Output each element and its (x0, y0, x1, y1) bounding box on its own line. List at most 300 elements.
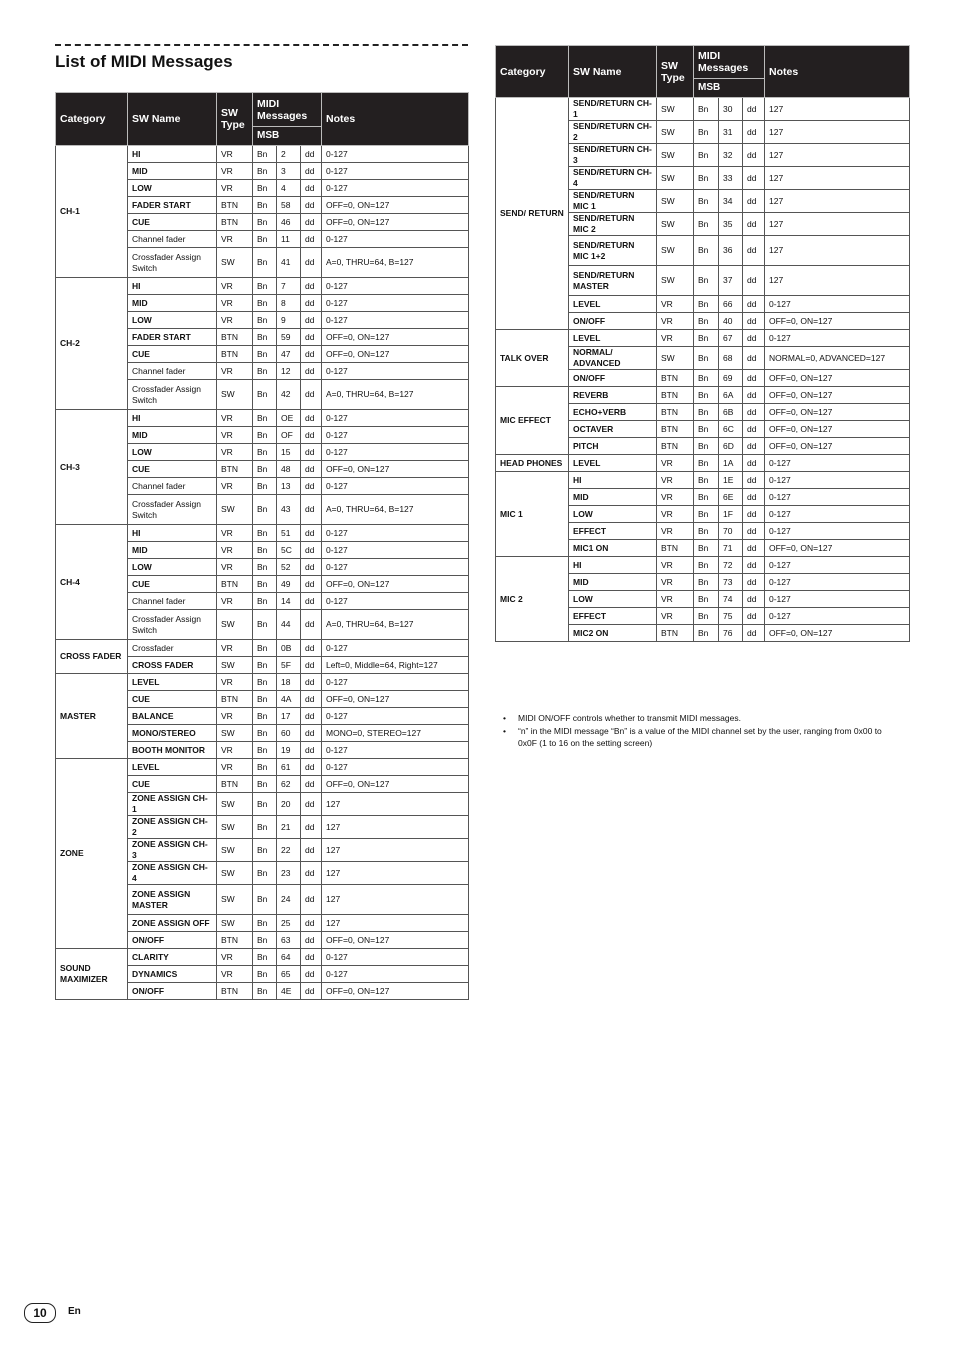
notes-cell: 127 (765, 98, 910, 121)
msb-cell: 24 (277, 885, 301, 915)
lsb-cell: dd (301, 559, 322, 576)
sw-type-cell: SW (217, 839, 253, 862)
table-row (56, 674, 469, 691)
lsb-cell: dd (743, 540, 765, 557)
status-cell: Bn (253, 708, 277, 725)
sw-name-cell: MID (128, 427, 217, 444)
status-cell: Bn (253, 525, 277, 542)
msb-cell: 4A (277, 691, 301, 708)
lsb-cell: dd (301, 708, 322, 725)
sw-name-cell: CUE (128, 691, 217, 708)
status-cell: Bn (253, 312, 277, 329)
status-cell: Bn (253, 949, 277, 966)
lsb-cell: dd (743, 236, 765, 266)
sw-type-cell: VR (657, 313, 694, 330)
notes-cell: OFF=0, ON=127 (765, 421, 910, 438)
msb-cell: 66 (719, 296, 743, 313)
msb-cell: OE (277, 410, 301, 427)
lsb-cell: dd (301, 640, 322, 657)
status-cell: Bn (253, 839, 277, 862)
sw-name-cell: SEND/RETURN MIC 1+2 (569, 236, 657, 266)
sw-type-cell: SW (657, 98, 694, 121)
status-cell: Bn (253, 146, 277, 163)
sw-type-cell: BTN (657, 387, 694, 404)
status-cell: Bn (694, 144, 719, 167)
status-cell: Bn (694, 540, 719, 557)
sw-name-cell: Crossfader Assign Switch (128, 495, 217, 525)
table-row (56, 146, 469, 163)
lsb-cell: dd (301, 180, 322, 197)
sw-name-cell: Crossfader Assign Switch (128, 380, 217, 410)
notes-cell: 127 (765, 121, 910, 144)
lsb-cell: dd (301, 776, 322, 793)
status-cell: Bn (253, 559, 277, 576)
notes-cell: 0-127 (322, 674, 469, 691)
status-cell: Bn (694, 370, 719, 387)
sw-name-cell: MID (128, 295, 217, 312)
sw-type-cell: SW (217, 248, 253, 278)
notes-cell: OFF=0, ON=127 (322, 214, 469, 231)
msb-cell: 41 (277, 248, 301, 278)
lsb-cell: dd (301, 610, 322, 640)
sw-name-cell: Channel fader (128, 231, 217, 248)
status-cell: Bn (694, 313, 719, 330)
msb-cell: 44 (277, 610, 301, 640)
page-number: 10 (24, 1303, 56, 1323)
notes-cell: 0-127 (765, 455, 910, 472)
status-cell: Bn (253, 495, 277, 525)
notes-cell: 0-127 (322, 640, 469, 657)
sw-name-cell: SEND/RETURN CH-2 (569, 121, 657, 144)
sw-type-cell: VR (217, 231, 253, 248)
notes-cell: 127 (322, 839, 469, 862)
status-cell: Bn (694, 506, 719, 523)
status-cell: Bn (253, 862, 277, 885)
sw-name-cell: ZONE ASSIGN CH-2 (128, 816, 217, 839)
notes-cell: OFF=0, ON=127 (765, 387, 910, 404)
sw-name-cell: Channel fader (128, 593, 217, 610)
msb-cell: 6D (719, 438, 743, 455)
msb-cell: 0B (277, 640, 301, 657)
sw-name-cell: LOW (128, 180, 217, 197)
notes-cell: 0-127 (765, 489, 910, 506)
lsb-cell: dd (301, 839, 322, 862)
status-cell: Bn (253, 427, 277, 444)
sw-type-cell: SW (217, 495, 253, 525)
sw-type-cell: VR (657, 506, 694, 523)
sw-name-cell: CUE (128, 776, 217, 793)
lsb-cell: dd (301, 214, 322, 231)
table-row (56, 759, 469, 776)
header-category: Category (56, 93, 128, 146)
header-msb: MSB (694, 79, 765, 98)
sw-name-cell: Crossfader Assign Switch (128, 248, 217, 278)
status-cell: Bn (253, 816, 277, 839)
category-cell: CROSS FADER (56, 640, 128, 674)
status-cell: Bn (253, 461, 277, 478)
category-cell: MIC 1 (496, 472, 569, 557)
midi-table-left-body (56, 146, 469, 1000)
sw-name-cell: SEND/RETURN MIC 1 (569, 190, 657, 213)
notes-cell: 0-127 (322, 525, 469, 542)
sw-type-cell: VR (657, 608, 694, 625)
status-cell: Bn (694, 523, 719, 540)
sw-type-cell: VR (217, 163, 253, 180)
status-cell: Bn (694, 213, 719, 236)
msb-cell: 9 (277, 312, 301, 329)
msb-cell: 25 (277, 915, 301, 932)
notes-cell: 127 (322, 793, 469, 816)
msb-cell: 12 (277, 363, 301, 380)
notes-cell: OFF=0, ON=127 (765, 438, 910, 455)
sw-name-cell: DYNAMICS (128, 966, 217, 983)
sw-name-cell: LEVEL (569, 296, 657, 313)
notes-cell: 0-127 (322, 949, 469, 966)
lsb-cell: dd (743, 421, 765, 438)
notes-cell: 0-127 (765, 557, 910, 574)
status-cell: Bn (694, 608, 719, 625)
sw-type-cell: SW (657, 121, 694, 144)
msb-cell: 5C (277, 542, 301, 559)
notes-cell: 0-127 (765, 330, 910, 347)
msb-cell: 8 (277, 295, 301, 312)
status-cell: Bn (253, 640, 277, 657)
lsb-cell: dd (301, 862, 322, 885)
msb-cell: 40 (719, 313, 743, 330)
notes-cell: 127 (765, 144, 910, 167)
sw-name-cell: ZONE ASSIGN CH-4 (128, 862, 217, 885)
notes-cell: 0-127 (765, 608, 910, 625)
sw-type-cell: SW (657, 347, 694, 370)
category-cell: MASTER (56, 674, 128, 759)
sw-type-cell: BTN (217, 329, 253, 346)
sw-type-cell: VR (217, 949, 253, 966)
status-cell: Bn (253, 966, 277, 983)
msb-cell: OF (277, 427, 301, 444)
category-cell: SEND/ RETURN (496, 98, 569, 330)
sw-name-cell: ECHO+VERB (569, 404, 657, 421)
sw-name-cell: HI (128, 525, 217, 542)
status-cell: Bn (253, 793, 277, 816)
sw-name-cell: FADER START (128, 329, 217, 346)
notes-cell: 127 (322, 885, 469, 915)
msb-cell: 32 (719, 144, 743, 167)
msb-cell: 64 (277, 949, 301, 966)
sw-type-cell: VR (217, 525, 253, 542)
sw-type-cell: BTN (217, 214, 253, 231)
category-cell: HEAD PHONES (496, 455, 569, 472)
msb-cell: 63 (277, 932, 301, 949)
status-cell: Bn (694, 489, 719, 506)
msb-cell: 43 (277, 495, 301, 525)
sw-name-cell: ON/OFF (569, 370, 657, 387)
lsb-cell: dd (301, 380, 322, 410)
lsb-cell: dd (301, 461, 322, 478)
sw-type-cell: VR (217, 674, 253, 691)
lsb-cell: dd (301, 674, 322, 691)
header-sw-type: SW Type (657, 46, 694, 98)
status-cell: Bn (694, 472, 719, 489)
lsb-cell: dd (743, 296, 765, 313)
bullet-icon: • (503, 725, 506, 736)
msb-cell: 51 (277, 525, 301, 542)
sw-type-cell: VR (217, 410, 253, 427)
table-row (56, 278, 469, 295)
header-sw-type: SW Type (217, 93, 253, 146)
sw-name-cell: HI (569, 557, 657, 574)
note-item (500, 725, 900, 750)
status-cell: Bn (253, 610, 277, 640)
table-row (496, 557, 910, 574)
category-cell: CH-3 (56, 410, 128, 525)
msb-cell: 3 (277, 163, 301, 180)
category-cell: CH-4 (56, 525, 128, 640)
lsb-cell: dd (301, 593, 322, 610)
sw-type-cell: VR (657, 330, 694, 347)
sw-type-cell: VR (217, 180, 253, 197)
sw-name-cell: LEVEL (569, 455, 657, 472)
title-dashed-rule (55, 44, 468, 46)
msb-cell: 46 (277, 214, 301, 231)
lsb-cell: dd (743, 591, 765, 608)
msb-cell: 19 (277, 742, 301, 759)
sw-type-cell: VR (217, 759, 253, 776)
notes-cell: 0-127 (765, 574, 910, 591)
lsb-cell: dd (301, 278, 322, 295)
sw-type-cell: VR (217, 593, 253, 610)
notes-cell: OFF=0, ON=127 (322, 197, 469, 214)
sw-type-cell: BTN (657, 438, 694, 455)
lsb-cell: dd (743, 506, 765, 523)
lsb-cell: dd (743, 190, 765, 213)
lsb-cell: dd (743, 167, 765, 190)
sw-type-cell: SW (217, 885, 253, 915)
notes-cell: 0-127 (322, 593, 469, 610)
sw-type-cell: VR (657, 557, 694, 574)
status-cell: Bn (253, 231, 277, 248)
msb-cell: 47 (277, 346, 301, 363)
lsb-cell: dd (301, 657, 322, 674)
status-cell: Bn (253, 214, 277, 231)
notes-cell: 0-127 (765, 472, 910, 489)
status-cell: Bn (253, 657, 277, 674)
status-cell: Bn (694, 625, 719, 642)
sw-name-cell: SEND/RETURN MIC 2 (569, 213, 657, 236)
sw-name-cell: ZONE ASSIGN CH-3 (128, 839, 217, 862)
sw-type-cell: VR (217, 742, 253, 759)
lsb-cell: dd (743, 121, 765, 144)
sw-type-cell: SW (657, 190, 694, 213)
msb-cell: 22 (277, 839, 301, 862)
msb-cell: 60 (277, 725, 301, 742)
sw-name-cell: HI (569, 472, 657, 489)
status-cell: Bn (694, 121, 719, 144)
notes-cell: 127 (765, 213, 910, 236)
msb-cell: 2 (277, 146, 301, 163)
msb-cell: 1F (719, 506, 743, 523)
status-cell: Bn (253, 932, 277, 949)
msb-cell: 20 (277, 793, 301, 816)
sw-name-cell: BOOTH MONITOR (128, 742, 217, 759)
msb-cell: 6A (719, 387, 743, 404)
sw-name-cell: SEND/RETURN MASTER (569, 266, 657, 296)
sw-name-cell: ON/OFF (128, 983, 217, 1000)
sw-name-cell: CUE (128, 576, 217, 593)
lsb-cell: dd (301, 949, 322, 966)
msb-cell: 71 (719, 540, 743, 557)
sw-type-cell: BTN (657, 421, 694, 438)
sw-name-cell: MIC2 ON (569, 625, 657, 642)
note-text: “n” in the MIDI message “Bn” is a value of the MIDI channel set by the user, ranging from 0x00 to 0x0F (1 to 16 on the setting screen) (518, 725, 882, 748)
status-cell: Bn (253, 163, 277, 180)
msb-cell: 7 (277, 278, 301, 295)
note-text: MIDI ON/OFF controls whether to transmit MIDI messages. (518, 713, 741, 723)
sw-name-cell: CUE (128, 346, 217, 363)
sw-name-cell: HI (128, 410, 217, 427)
sw-type-cell: SW (217, 380, 253, 410)
msb-cell: 21 (277, 816, 301, 839)
notes-cell: A=0, THRU=64, B=127 (322, 495, 469, 525)
status-cell: Bn (253, 576, 277, 593)
msb-cell: 15 (277, 444, 301, 461)
lsb-cell: dd (301, 725, 322, 742)
notes-cell: Left=0, Middle=64, Right=127 (322, 657, 469, 674)
msb-cell: 35 (719, 213, 743, 236)
notes-cell: 0-127 (322, 363, 469, 380)
sw-name-cell: HI (128, 278, 217, 295)
lsb-cell: dd (301, 966, 322, 983)
sw-type-cell: VR (657, 472, 694, 489)
status-cell: Bn (694, 296, 719, 313)
sw-name-cell: MID (569, 489, 657, 506)
msb-cell: 37 (719, 266, 743, 296)
sw-name-cell: CUE (128, 461, 217, 478)
language-label: En (68, 1306, 81, 1317)
lsb-cell: dd (743, 455, 765, 472)
status-cell: Bn (694, 557, 719, 574)
status-cell: Bn (253, 742, 277, 759)
sw-name-cell: LOW (569, 506, 657, 523)
status-cell: Bn (694, 190, 719, 213)
sw-name-cell: SEND/RETURN CH-4 (569, 167, 657, 190)
status-cell: Bn (253, 593, 277, 610)
notes-cell: OFF=0, ON=127 (322, 461, 469, 478)
notes-cell: 0-127 (322, 146, 469, 163)
notes-cell: 0-127 (765, 296, 910, 313)
sw-name-cell: Crossfader Assign Switch (128, 610, 217, 640)
notes-cell: 0-127 (322, 410, 469, 427)
sw-type-cell: SW (657, 144, 694, 167)
msb-cell: 68 (719, 347, 743, 370)
notes-cell: 127 (322, 816, 469, 839)
notes-cell: OFF=0, ON=127 (765, 540, 910, 557)
msb-cell: 31 (719, 121, 743, 144)
sw-type-cell: BTN (217, 461, 253, 478)
header-midi-messages: MIDI Messages (694, 46, 765, 79)
sw-type-cell: VR (217, 478, 253, 495)
sw-type-cell: BTN (217, 346, 253, 363)
sw-type-cell: SW (657, 266, 694, 296)
sw-type-cell: VR (217, 444, 253, 461)
status-cell: Bn (253, 410, 277, 427)
sw-type-cell: VR (217, 278, 253, 295)
sw-type-cell: SW (217, 610, 253, 640)
sw-name-cell: CROSS FADER (128, 657, 217, 674)
sw-name-cell: LEVEL (128, 674, 217, 691)
sw-type-cell: BTN (217, 776, 253, 793)
notes-cell: 0-127 (322, 559, 469, 576)
notes-cell: 0-127 (322, 295, 469, 312)
lsb-cell: dd (301, 816, 322, 839)
lsb-cell: dd (743, 523, 765, 540)
sw-type-cell: VR (217, 363, 253, 380)
sw-type-cell: BTN (217, 983, 253, 1000)
notes-cell: 0-127 (322, 312, 469, 329)
msb-cell: 58 (277, 197, 301, 214)
sw-type-cell: BTN (657, 404, 694, 421)
header-notes: Notes (765, 46, 910, 98)
msb-cell: 62 (277, 776, 301, 793)
status-cell: Bn (253, 725, 277, 742)
notes-cell: 0-127 (322, 180, 469, 197)
lsb-cell: dd (301, 793, 322, 816)
header-sw-name: SW Name (569, 46, 657, 98)
msb-cell: 59 (277, 329, 301, 346)
msb-cell: 36 (719, 236, 743, 266)
category-cell: CH-2 (56, 278, 128, 410)
msb-cell: 14 (277, 593, 301, 610)
msb-cell: 4 (277, 180, 301, 197)
notes-cell: OFF=0, ON=127 (322, 932, 469, 949)
sw-name-cell: ZONE ASSIGN MASTER (128, 885, 217, 915)
notes-cell: NORMAL=0, ADVANCED=127 (765, 347, 910, 370)
notes-list (500, 712, 900, 750)
status-cell: Bn (694, 574, 719, 591)
msb-cell: 1A (719, 455, 743, 472)
notes-cell: 0-127 (322, 163, 469, 180)
msb-cell: 61 (277, 759, 301, 776)
sw-name-cell: EFFECT (569, 608, 657, 625)
notes-cell: 0-127 (322, 231, 469, 248)
lsb-cell: dd (301, 146, 322, 163)
msb-cell: 49 (277, 576, 301, 593)
sw-name-cell: Channel fader (128, 363, 217, 380)
lsb-cell: dd (301, 444, 322, 461)
sw-name-cell: ON/OFF (569, 313, 657, 330)
status-cell: Bn (694, 438, 719, 455)
notes-cell: OFF=0, ON=127 (765, 625, 910, 642)
notes-cell: 0-127 (322, 427, 469, 444)
table-row (56, 949, 469, 966)
sw-type-cell: BTN (217, 932, 253, 949)
lsb-cell: dd (301, 691, 322, 708)
sw-name-cell: ZONE ASSIGN OFF (128, 915, 217, 932)
status-cell: Bn (694, 266, 719, 296)
status-cell: Bn (253, 885, 277, 915)
notes-cell: OFF=0, ON=127 (322, 776, 469, 793)
status-cell: Bn (253, 295, 277, 312)
sw-type-cell: VR (657, 591, 694, 608)
lsb-cell: dd (301, 915, 322, 932)
lsb-cell: dd (743, 266, 765, 296)
msb-cell: 72 (719, 557, 743, 574)
notes-cell: OFF=0, ON=127 (322, 329, 469, 346)
notes-cell: 0-127 (322, 742, 469, 759)
category-cell: CH-1 (56, 146, 128, 278)
table-row (496, 330, 910, 347)
lsb-cell: dd (301, 346, 322, 363)
lsb-cell: dd (301, 525, 322, 542)
